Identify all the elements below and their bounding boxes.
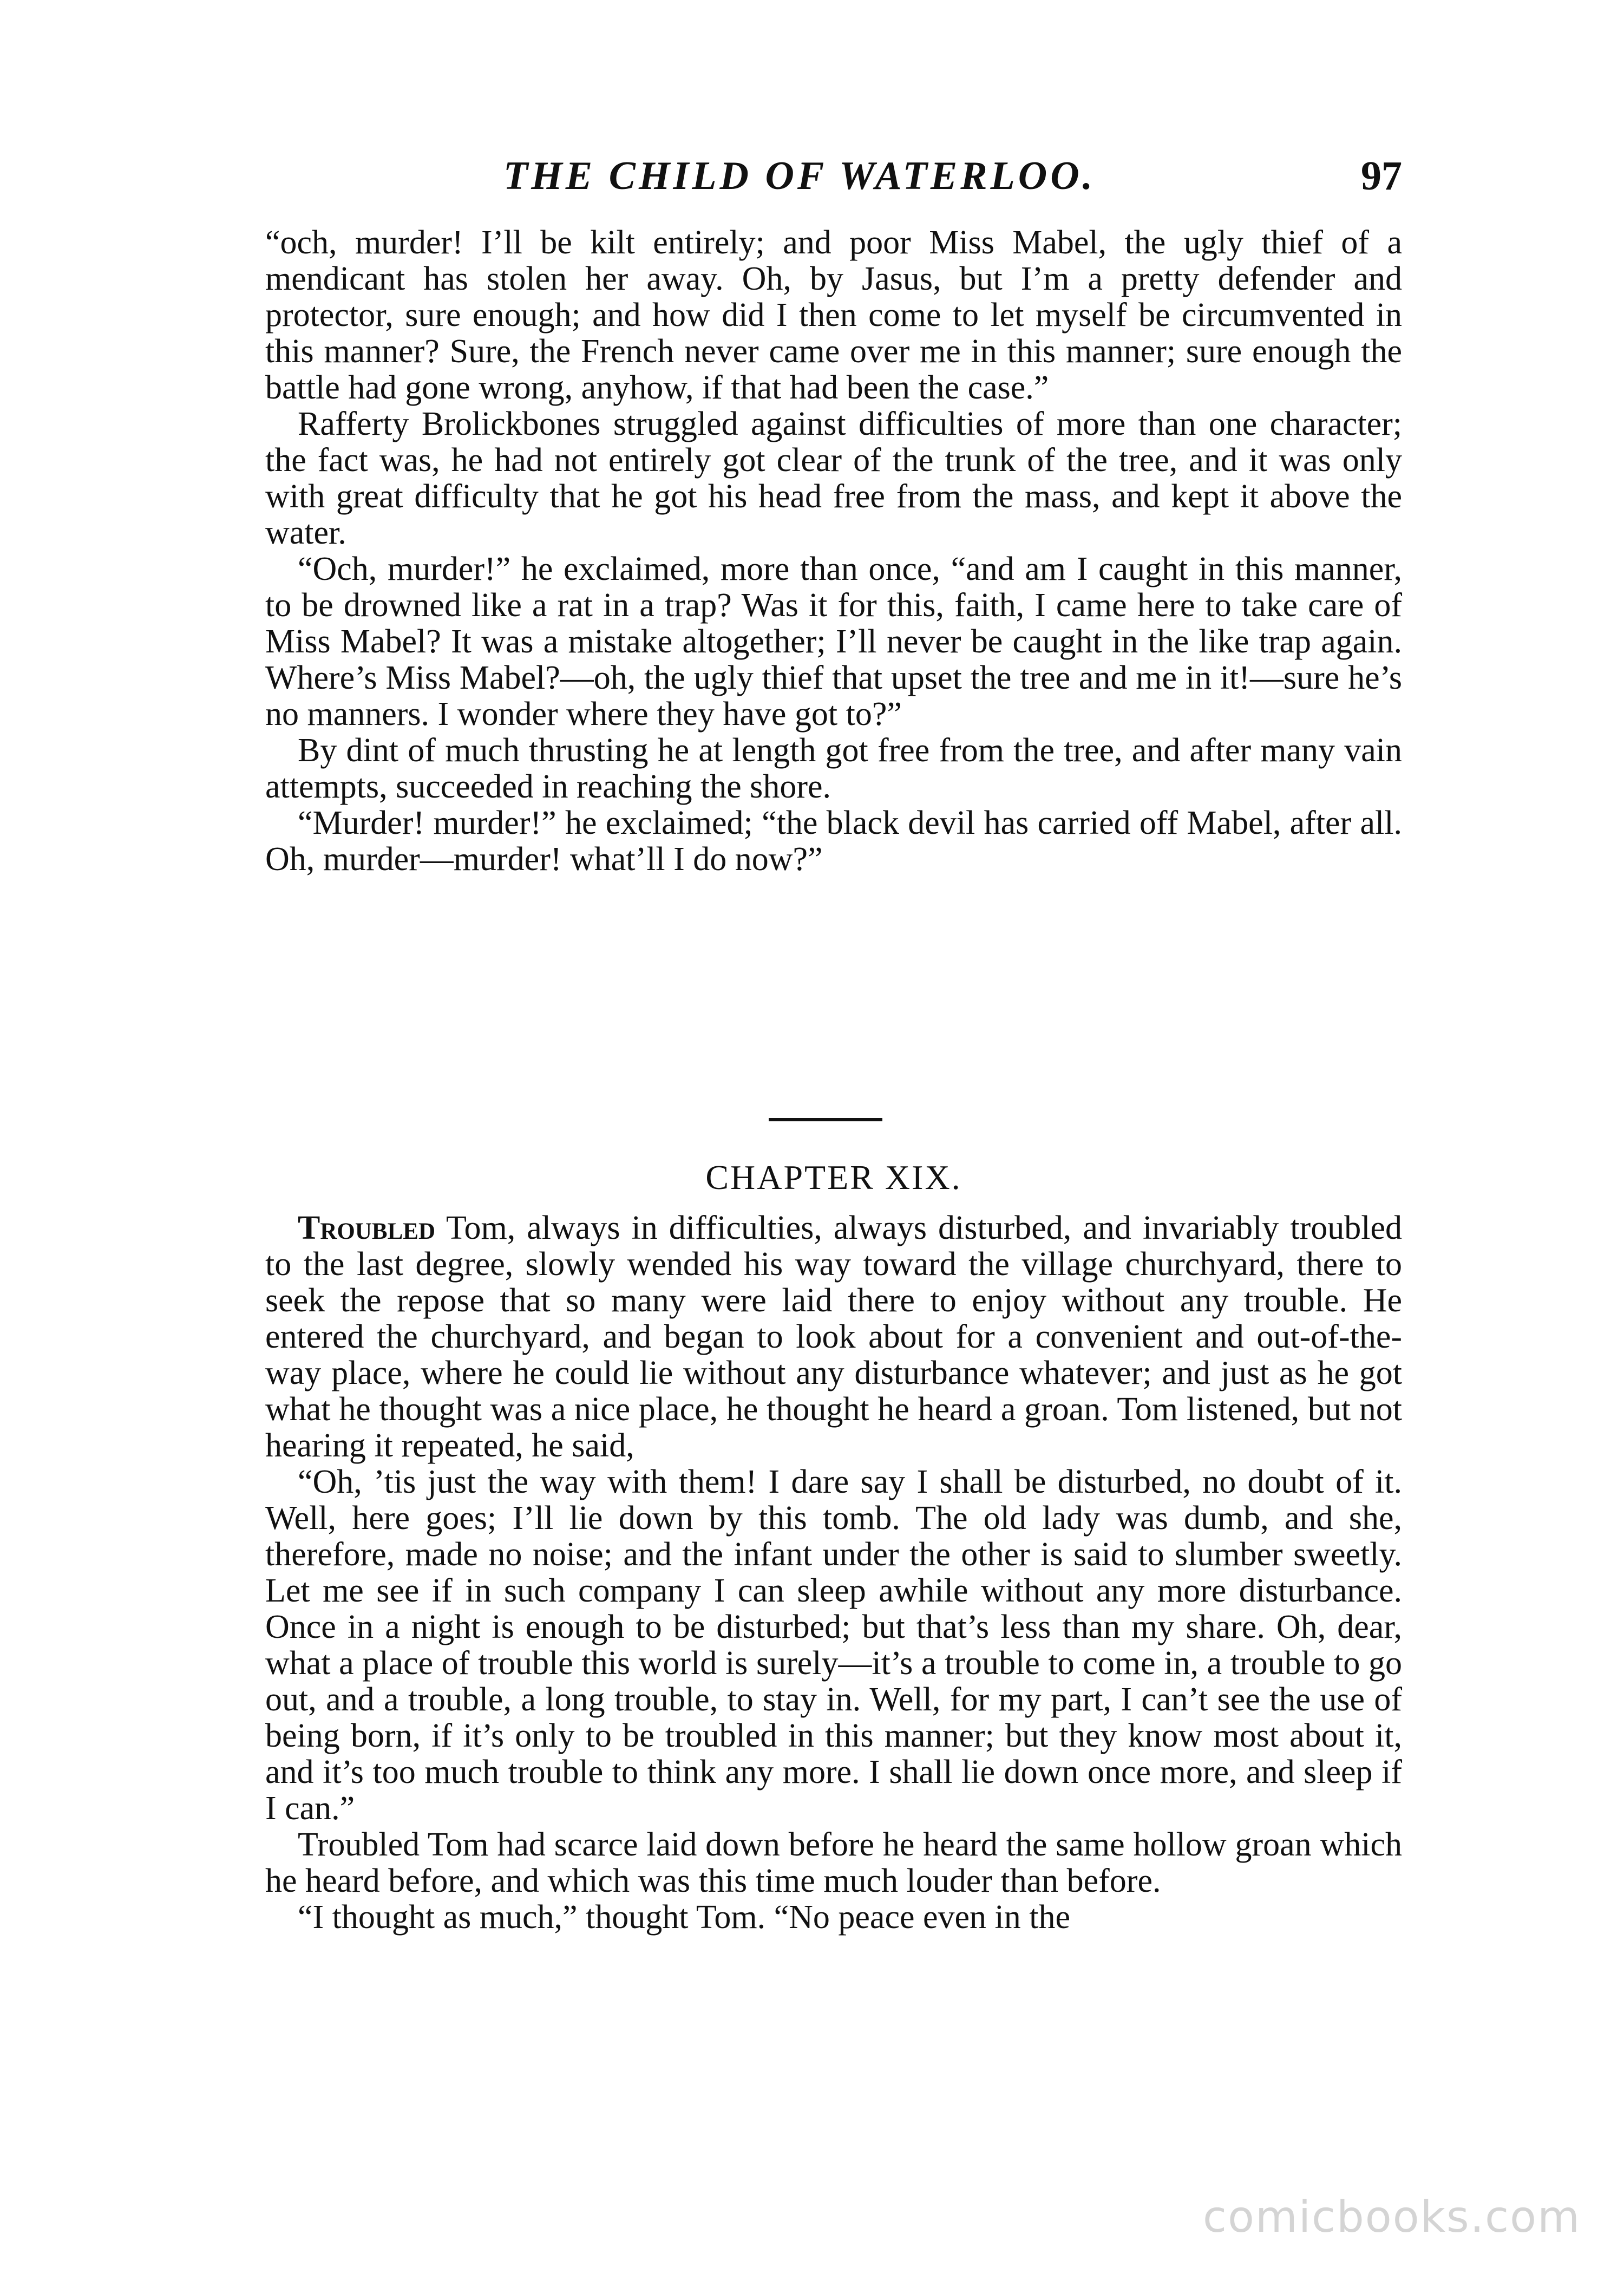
- paragraph-5: “Murder! murder!” he exclaimed; “the black devil has carried off Mabel, after all. Oh, murder—murder! what’ll I do now?”: [265, 805, 1402, 878]
- chapter-paragraph-4: “I thought as much,” thought Tom. “No peace even in the: [298, 1899, 1070, 1936]
- paragraph-4: By dint of much thrusting he at length got free from the tree, and after many vain attempts, succeeded in reaching the shore.: [265, 732, 1402, 805]
- section-rule: [769, 1118, 882, 1121]
- page-number: 97: [1361, 153, 1402, 199]
- chapter-paragraph-2: “Oh, ’tis just the way with them! I dare say I shall be disturbed, no doubt of it. Well, here goes; I’ll lie down by this tomb. The old lady was dumb, and she, therefore, made no noise; and the infant under the other is said to slumber sweetly. Let me see if in such company I can sleep awhile without any more disturbance. Once in a night is enough to be disturbed; but that’s less than my share. Oh, dear, what a place of trouble this world is surely—it’s a trouble to come in, a trouble to go out, and a trouble, a long trouble, to stay in. Well, for my part, I can’t see the use of being born, if it’s only to be troubled in this manner; but they know most about it, and it’s too much trouble to think any more. I shall lie down once more, and sleep if I can.”: [265, 1463, 1402, 1827]
- chapter-paragraph-3: Troubled Tom had scarce laid down before he heard the same hollow groan which he heard before, and which was this time much louder than before.: [265, 1826, 1402, 1899]
- text-block-chapter: [265, 1210, 1402, 1936]
- chapter-paragraph-1: [265, 1210, 1402, 1464]
- watermark-text: comicbooks.com: [1202, 2192, 1581, 2242]
- chapter-first-paragraph-text: Tom, always in difficulties, always disturbed, and invariably troubled to the last degree, slowly wended his way toward the village churchyard, there to seek the repose that so many were laid there to enjoy without any trouble. He entered the churchyard, and began to look about for a convenient and out-of-the-way place, where he could lie without any disturbance whatever; and just as he got what he thought was a nice place, he thought he heard a groan. Tom listened, but not hearing it repeated, he said,: [265, 1210, 1402, 1464]
- running-title: THE CHILD OF WATERLOO.: [503, 154, 1096, 198]
- paragraph-3: “Och, murder!” he exclaimed, more than once, “and am I caught in this manner, to be drowned like a rat in a trap? Was it for this, faith, I came here to take care of Miss Mabel? It was a mistake altogether; I’ll never be caught in the like trap again. Where’s Miss Mabel?—oh, the ugly thief that upset the tree and me in it!—sure he’s no manners. I wonder where they have got to?”: [265, 551, 1402, 733]
- chapter-heading: CHAPTER XIX.: [705, 1158, 962, 1197]
- chapter-first-words: Troubled: [298, 1210, 436, 1246]
- text-block-top: [265, 225, 1402, 878]
- page-header: [265, 146, 1402, 206]
- paragraph-1: “och, murder! I’ll be kilt entirely; and poor Miss Mabel, the ugly thief of a mendicant has stolen her away. Oh, by Jasus, but I’m a pretty defender and protector, sure enough; and how did I then come to let myself be circumvented in this manner? Sure, the French never came over me in this manner; sure enough the battle had gone wrong, anyhow, if that had been the case.”: [265, 224, 1402, 406]
- paragraph-2: Rafferty Brolickbones struggled against difficulties of more than one character; the fact was, he had not entirely got clear of the trunk of the tree, and it was only with great difficulty that he got his head free from the mass, and kept it above the water.: [265, 406, 1402, 551]
